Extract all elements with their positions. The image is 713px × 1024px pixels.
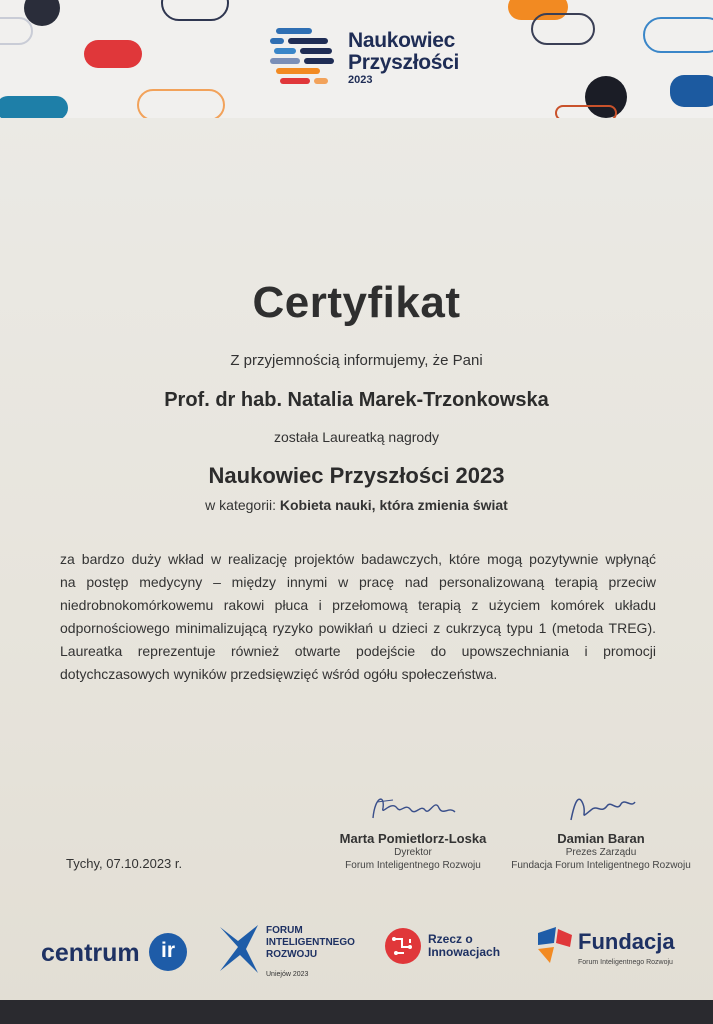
signatory-name: Damian Baran — [557, 831, 645, 846]
logo-title — [348, 30, 459, 74]
centrum-text: centrum — [41, 939, 140, 967]
issue-date: Tychy, 07.10.2023 r. — [66, 856, 183, 871]
category-name: Kobieta nauki, która zmienia świat — [279, 497, 508, 513]
rzecz-line1: Rzecz o — [428, 932, 473, 946]
forum-line3: ROZWOJU — [266, 949, 318, 960]
handwritten-signature-icon — [363, 790, 463, 826]
signature-president — [506, 790, 696, 872]
award-name: Naukowiec Przyszłości 2023 — [208, 463, 505, 488]
fundacja-subtitle: Forum Inteligentnego Rozwoju — [578, 959, 673, 966]
category-prefix: w kategorii: — [205, 497, 276, 513]
intro-text: Z przyjemnością informujemy, że Pani — [230, 352, 483, 369]
ir-badge: ir — [149, 933, 187, 971]
justification-text — [60, 548, 656, 686]
bottom-edge — [0, 1000, 713, 1024]
head-profile-icon — [270, 26, 338, 88]
signatory-organization: Fundacja Forum Inteligentnego Rozwoju — [511, 860, 691, 871]
rzecz-o-innowacjach-logo — [384, 927, 514, 967]
recipient-name: Prof. dr hab. Natalia Marek-Trzonkowska — [164, 389, 549, 411]
award-category — [0, 497, 713, 513]
signatory-role: Dyrektor — [394, 847, 432, 858]
body-line: na postęp medycyny – między innymi w pracę nad personalizowaną terapią przeciw — [60, 574, 656, 590]
forum-subtitle: Uniejów 2023 — [266, 971, 309, 978]
body-line: Laureatka reprezentuje również otwarte podejście do upowszechniania i promocji — [60, 643, 656, 659]
logo-year: 2023 — [348, 74, 373, 86]
signature-director — [318, 790, 508, 872]
rzecz-line2: Innowacjach — [428, 945, 501, 959]
handwritten-signature-icon — [561, 790, 641, 826]
logo-title-line1: Naukowiec — [348, 29, 456, 52]
body-line: odpornościowego minimalizującą ryzyko powikłań u dzieci z cukrzycą typu 1 (metoda TREG). — [60, 620, 656, 636]
body-line: dotychczasowych wyników przedsięwzięć wśród ogółu społeczeństwa. — [60, 666, 498, 682]
awarded-text: została Laureatką nagrody — [274, 429, 439, 445]
forum-line1: FORUM — [266, 925, 303, 936]
body-line: za bardzo duży wkład w realizację projektów badawczych, które mogą pozytywnie wpłynąć — [60, 551, 656, 567]
signatory-organization: Forum Inteligentnego Rozwoju — [345, 860, 481, 871]
forum-inteligentnego-rozwoju-logo — [218, 923, 368, 979]
fundacja-logo — [536, 925, 686, 975]
fundacja-mark-icon — [536, 925, 574, 965]
rzecz-name — [428, 933, 500, 959]
body-line: niedrobnokomórkowemu rakowi płuca i przełomową terapią z użyciem komórek układu — [60, 597, 656, 613]
forum-name — [266, 925, 355, 961]
certificate-title: Certyfikat — [252, 278, 461, 327]
partner-logos — [0, 915, 713, 985]
naukowiec-przyszlosci-logo — [270, 24, 470, 94]
forum-line2: INTELIGENTNEGO — [266, 937, 355, 948]
signatory-name: Marta Pomietlorz-Loska — [339, 831, 487, 846]
decorative-header — [0, 0, 713, 118]
fundacja-name: Fundacja — [578, 929, 675, 954]
circuit-icon — [384, 927, 422, 965]
signatory-role: Prezes Zarządu — [565, 847, 637, 858]
star-x-icon — [218, 923, 260, 975]
logo-title-line2: Przyszłości — [348, 51, 460, 74]
